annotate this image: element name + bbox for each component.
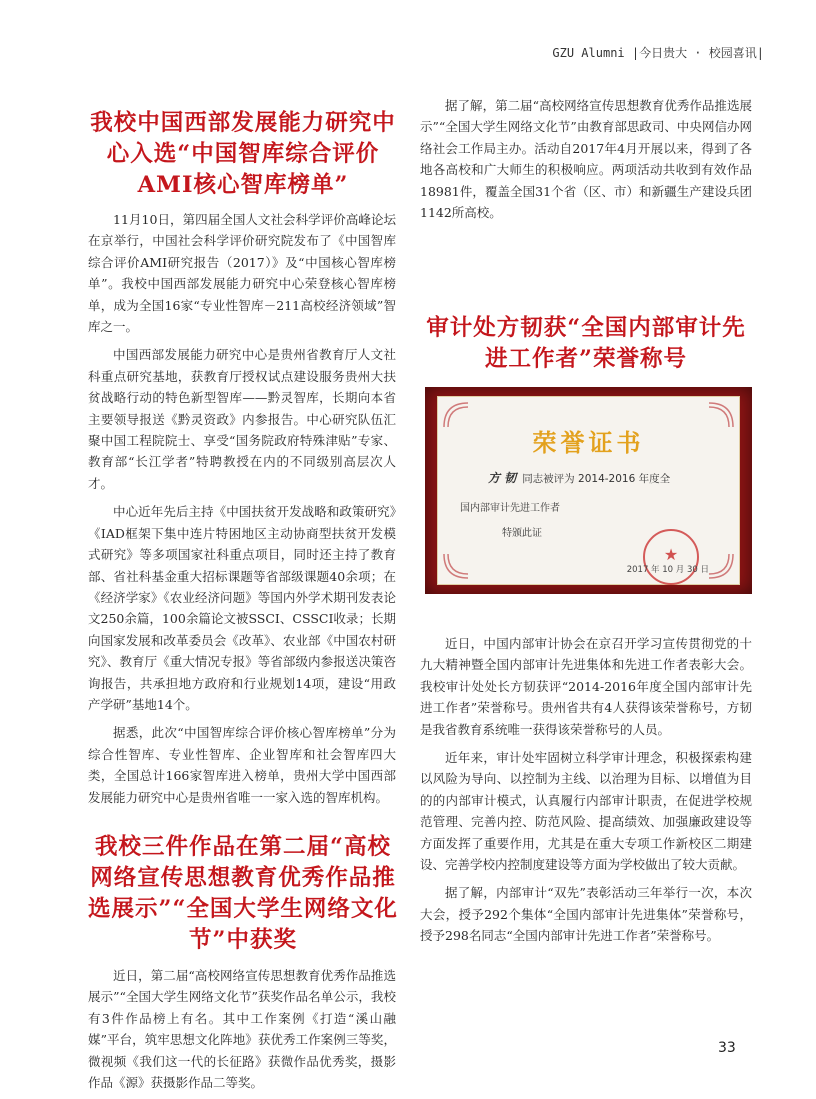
article-1-paragraph: 据悉，此次“中国智库综合评价核心智库榜单”分为综合性智库、专业性智库、企业智库和社会智库四大类，全国总计166家智库进入榜单，贵州大学中国西部发展能力研究中心是贵州省唯一一家入选的智库机构。 bbox=[88, 725, 396, 805]
certificate-title: 荣誉证书 bbox=[532, 428, 645, 457]
corner-flourish-icon bbox=[442, 552, 470, 580]
certificate-award-line bbox=[488, 469, 670, 486]
certificate-image bbox=[425, 387, 752, 594]
article-3-paragraph: 据了解，内部审计“双先”表彰活动三年举行一次，本次大会，授予292个集体“全国内部审计先进集体”荣誉称号，授予298名同志“全国内部审计先进工作者”荣誉称号。 bbox=[420, 885, 752, 944]
article-2-title: 我校三件作品在第二届“高校网络宣传思想教育优秀作品推选展示”“全国大学生网络文化节”中获奖 bbox=[88, 834, 398, 953]
running-header: GZU Alumni |今日贵大 · 校园喜讯| bbox=[552, 46, 764, 60]
certificate-issue-text: 特颁此证 bbox=[502, 528, 542, 539]
article-1-body bbox=[88, 209, 396, 815]
corner-flourish-icon bbox=[707, 552, 735, 580]
article-3-title: 审计处方韧获“全国内部审计先进工作者”荣誉称号 bbox=[426, 315, 746, 372]
certificate-award-title: 国内部审计先进工作者 bbox=[460, 503, 560, 514]
certificate-date: 2017 年 10 月 30 日 bbox=[626, 565, 709, 575]
article-3-paragraph: 近年来，审计处牢固树立科学审计理念，积极探索构建以风险为导向、以控制为主线、以治理为目标、以增值为目的的内部审计模式，认真履行内部审计职责，在促进学校规范管理、完善内控、防范风险、提高绩效、加强廉政建设等方面发挥了重要作用，尤其是在重大专项工作新校区二期建设、完善学校内控制度建设等方面为学校做出了较大贡献。 bbox=[420, 750, 752, 873]
article-3-paragraph: 近日，中国内部审计协会在京召开学习宣传贯彻党的十九大精神暨全国内部审计先进集体和先进工作者表彰大会。我校审计处处长方韧获评“2014-2016年度全国内部审计先进工作者”荣誉称号。贵州省共有4人获得该荣誉称号，方韧是我省教育系统唯一获得该荣誉称号的人员。 bbox=[420, 636, 752, 737]
certificate-recipient-name: 方 韧 bbox=[488, 471, 517, 485]
article-2-paragraph: 近日，第二届“高校网络宣传思想教育优秀作品推选展示”“全国大学生网络文化节”获奖作品名单公示，我校有3件作品榜上有名。其中工作案例《打造“溪山融媒”平台，筑牢思想文化阵地》获优秀工作案例三等奖，微视频《我们这一代的长征路》获微作品优秀奖，摄影作品《源》获摄影作品二等奖。 bbox=[88, 968, 396, 1091]
certificate-award-text: 同志被评为 2014-2016 年度全 bbox=[522, 473, 671, 485]
certificate-paper bbox=[437, 396, 740, 585]
article-1-title: 我校中国西部发展能力研究中心入选“中国智库综合评价AMI核心智库榜单” bbox=[90, 110, 396, 198]
article-1-paragraph: 中国西部发展能力研究中心是贵州省教育厅人文社科重点研究基地，获教育厅授权试点建设服务贵州大扶贫战略行动的特色新型智库——黔灵智库，长期向本省主要领导报送《黔灵资政》内参报告。中心研究队伍汇聚中国工程院院士、享受“国务院政府特殊津贴”专家、教育部“长江学者”特聘教授在内的不同级别高层次人才。 bbox=[88, 347, 396, 491]
article-2-body-continued bbox=[420, 95, 752, 230]
article-1-paragraph: 11月10日，第四届全国人文社会科学评价高峰论坛在京举行，中国社会科学评价研究院发布了《中国智库综合评价AMI研究报告（2017）》及“中国核心智库榜单”。我校中国西部发展能力研究中心荣登核心智库榜单，成为全国16家“专业性智库－211高校经济领域”智库之一。 bbox=[88, 212, 396, 335]
article-2-paragraph: 据了解，第二届“高校网络宣传思想教育优秀作品推选展示”“全国大学生网络文化节”由教育部思政司、中央网信办网络社会工作局主办。活动自2017年4月开展以来，得到了各地各高校和广大师生的积极响应。两项活动共收到有效作品18981件，覆盖全国31个省（区、市）和新疆生产建设兵团1142所高校。 bbox=[420, 98, 752, 221]
article-2-body-start bbox=[88, 965, 396, 1091]
article-3-body bbox=[420, 633, 752, 954]
page-number: 33 bbox=[718, 1040, 736, 1056]
official-seal-icon bbox=[643, 529, 699, 585]
article-1-paragraph: 中心近年先后主持《中国扶贫开发战略和政策研究》《IAD框架下集中连片特困地区主动协商型扶贫开发模式研究》等多项国家社科重点项目，同时还主持了教育部、省社科基金重大招标课题等省部级课题40余项；在《经济学家》《农业经济问题》等国内外学术期刊发表论文250余篇，100余篇论文被SSCI、CSSCI收录；长期向国家发展和改革委员会《改革》、农业部《中国农村研究》、教育厅《重大情况专报》等省部级内参报送决策咨询报告，共承担地方政府和行业规划14项，建设“用政产学研”基地14个。 bbox=[88, 504, 396, 712]
